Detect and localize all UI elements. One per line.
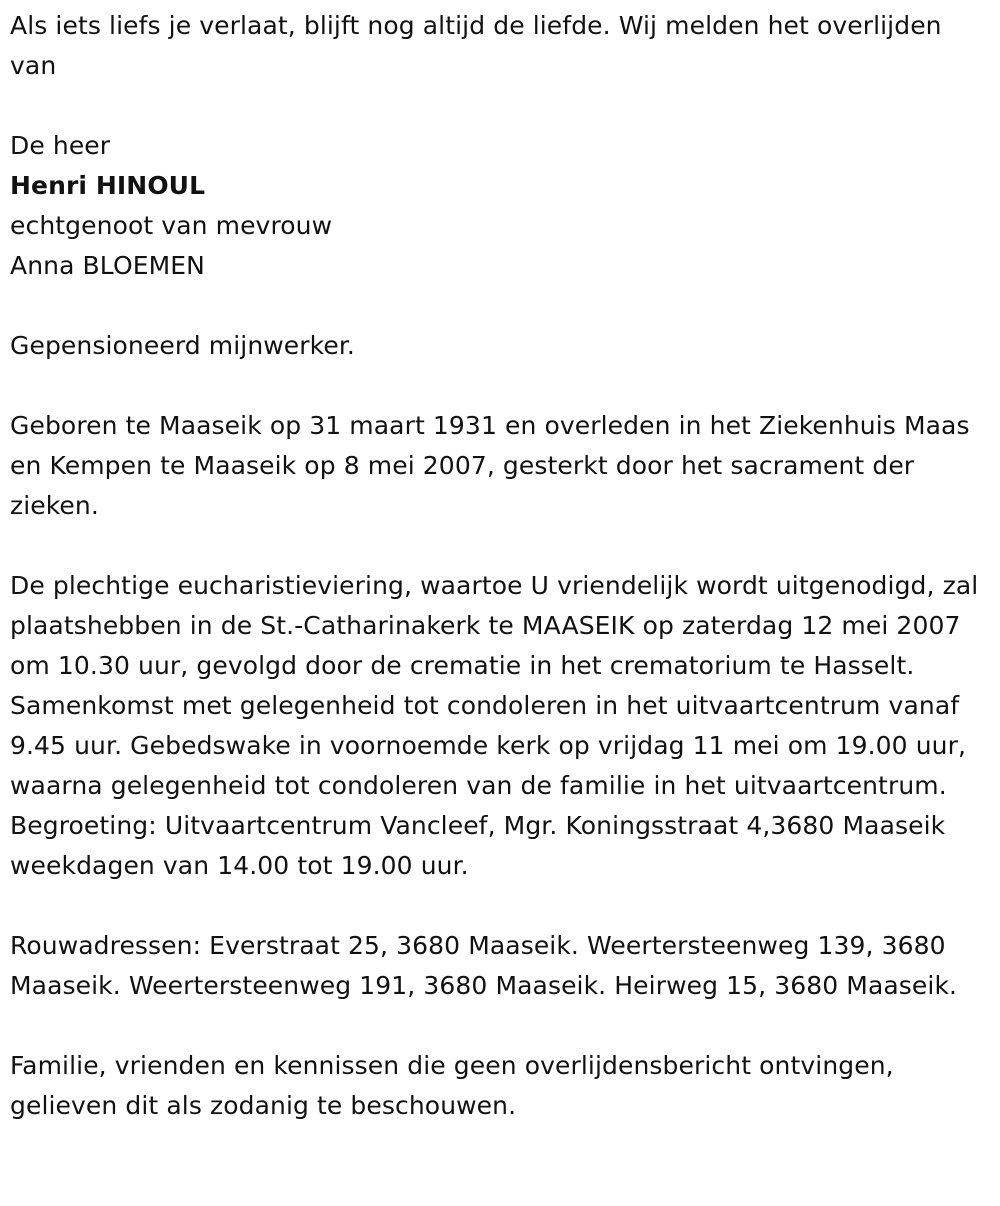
deceased-name: Henri HINOUL (10, 171, 206, 200)
salutation: De heer (10, 131, 111, 160)
spacer (10, 366, 990, 406)
birth-death-paragraph: Geboren te Maaseik op 31 maart 1931 en overleden in het Ziekenhuis Maas en Kempen te Maaseik op 8 mei 2007, gesterkt door het sacrament der zieken. (10, 411, 970, 520)
ceremony-paragraph: De plechtige eucharistieviering, waartoe U vriendelijk wordt uitgenodigd, zal plaatshebben in de St.-Catharinakerk te MAASEIK op zaterdag 12 mei 2007 om 10.30 uur, gevolgd door de crematie in het crematorium te Hasselt. Samenkomst met gelegenheid tot condoleren in het uitvaartcentrum vanaf 9.45 uur. Gebedswake in voornoemde kerk op vrijdag 11 mei om 19.00 uur, waarna gelegenheid tot condoleren van de familie in het uitvaartcentrum. Begroeting: Uitvaartcentrum Vancleef, Mgr. Koningsstraat 4,3680 Maaseik weekdagen van 14.00 tot 19.00 uur. (10, 571, 979, 880)
spacer (10, 886, 990, 926)
spacer (10, 526, 990, 566)
spouse-intro: echtgenoot van mevrouw (10, 211, 333, 240)
spacer (10, 286, 990, 326)
closing-paragraph: Familie, vrienden en kennissen die geen overlijdensbericht ontvingen, gelieven dit als zodanig te beschouwen. (10, 1051, 894, 1120)
spouse-name: Anna BLOEMEN (10, 251, 205, 280)
spacer (10, 86, 990, 126)
occupation: Gepensioneerd mijnwerker. (10, 331, 355, 360)
spacer (10, 1006, 990, 1046)
intro-text: Als iets liefs je verlaat, blijft nog altijd de liefde. Wij melden het overlijden van (10, 11, 942, 80)
addresses-paragraph: Rouwadressen: Everstraat 25, 3680 Maaseik. Weertersteenweg 139, 3680 Maaseik. Weertersteenweg 191, 3680 Maaseik. Heirweg 15, 3680 Maaseik. (10, 931, 958, 1000)
